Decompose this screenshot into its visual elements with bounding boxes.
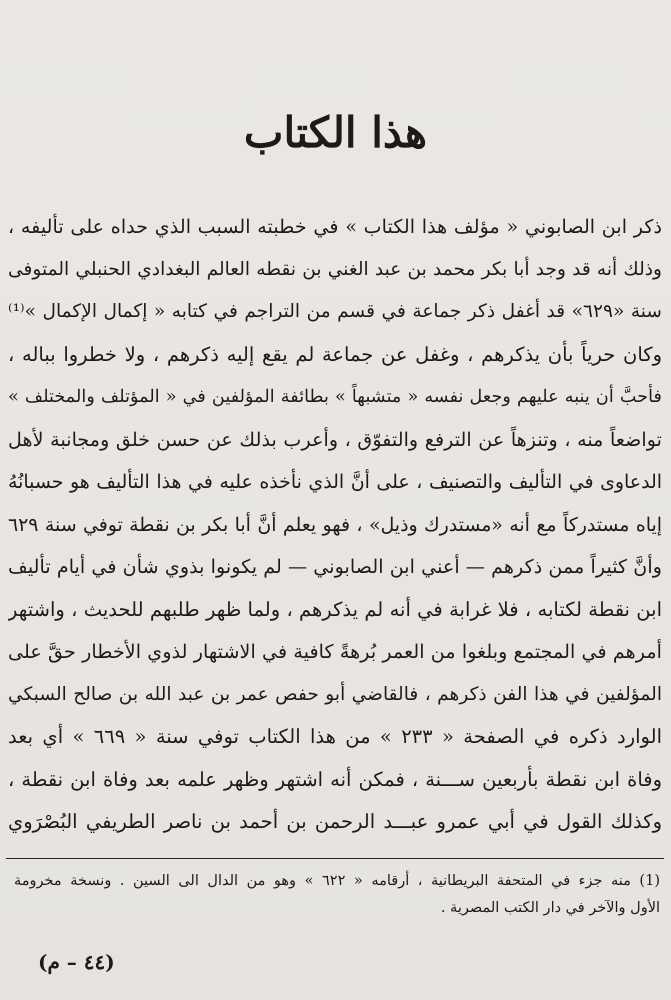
text-line: ذكر ابن الصابوني « مؤلف هذا الكتاب » في خطبته السبب الذي حداه على تأليفه ،	[8, 215, 662, 238]
text-line: وكان حرياً بأن يذكرهم ، وغفل عن جماعة لم يقع إليه ذكرهم ، ولا خطروا بباله ،	[8, 342, 662, 366]
text-line: سنة «٦٢٩» قد أغفل ذكر جماعة في قسم من التراجم في كتابه « إكمال الإكمال »⁽¹⁾	[8, 301, 662, 322]
text-line: ابن نقطة لكتابه ، فلا غرابة في أنه لم يذكرهم ، ولما ظهر طلبهم للحديث ، واشتهر	[8, 597, 662, 621]
text-line: تواضعاً منه ، وتنزهاً عن الترفع والتفوّق ، وأعرب بذلك عن حسن خلق ومجانبة لأهل	[8, 427, 662, 451]
footnote-line: (1) منه جزء في المتحفة البريطانية ، أرقامه « ٦٢٢ » وهو من الدال الى السين . ونسخة مخرومة	[14, 873, 660, 889]
footnote-line: الأول والآخر في دار الكتب المصرية .	[440, 900, 660, 916]
text-line: المؤلفين في هذا الفن ذكرهم ، فالقاضي أبو حفص عمر بن عبد الله بن صالح السبكي	[8, 683, 662, 705]
text-line: الوارد ذكره في الصفحة « ٢٣٣ » من هذا الكتاب توفي سنة « ٦٦٩ » أي بعد	[8, 725, 662, 748]
text-line: وفاة ابن نقطة بأربعين ســـنة ، فمكن أنه اشتهر وظهر علمه بعد وفاة ابن نقطة ،	[8, 767, 662, 791]
text-line: فأحبَّ أن ينبه عليهم وجعل نفسه « متشبهاً » بطائفة المؤلفين في « المؤتلف والمختلف »	[8, 387, 662, 407]
page-title: هذا الكتاب	[243, 108, 428, 157]
text-line: وأنَّ كثيراً ممن ذكرهم — أعني ابن الصابوني — لم يكونوا بذوي شأن في أيام تأليف	[8, 555, 662, 578]
signature-mark: (٤٤ – م)	[38, 950, 115, 974]
main-text	[8, 206, 662, 844]
text-line: وذلك أنه قد وجد أبا بكر محمد بن عبد الغني بن نقطه العالم البغدادي الحنبلي المتوفى	[8, 258, 662, 280]
text-line: الدعاوى في التأليف والتصنيف ، على أنَّ الذي نأخذه عليه في هذا التأليف هو حسبانُهُ	[8, 471, 662, 493]
text-line: أمرهم في المجتمع وبلغوا من العمر بُرهةً كافية في الاشتهار لذوي الأخطار حقَّ على	[8, 640, 662, 663]
text-line: إياه مستدركاً مع أنه «مستدرك وذيل» ، فهو يعلم أنَّ أبا بكر بن نقطة توفي سنة ٦٢٩	[8, 513, 662, 536]
footnote-divider	[6, 858, 664, 859]
footnotes	[14, 868, 660, 922]
text-line: وكذلك القول في أبي عمرو عبـــد الرحمن بن أحمد بن ناصر الطريفي البُصْرَوي	[8, 810, 662, 833]
